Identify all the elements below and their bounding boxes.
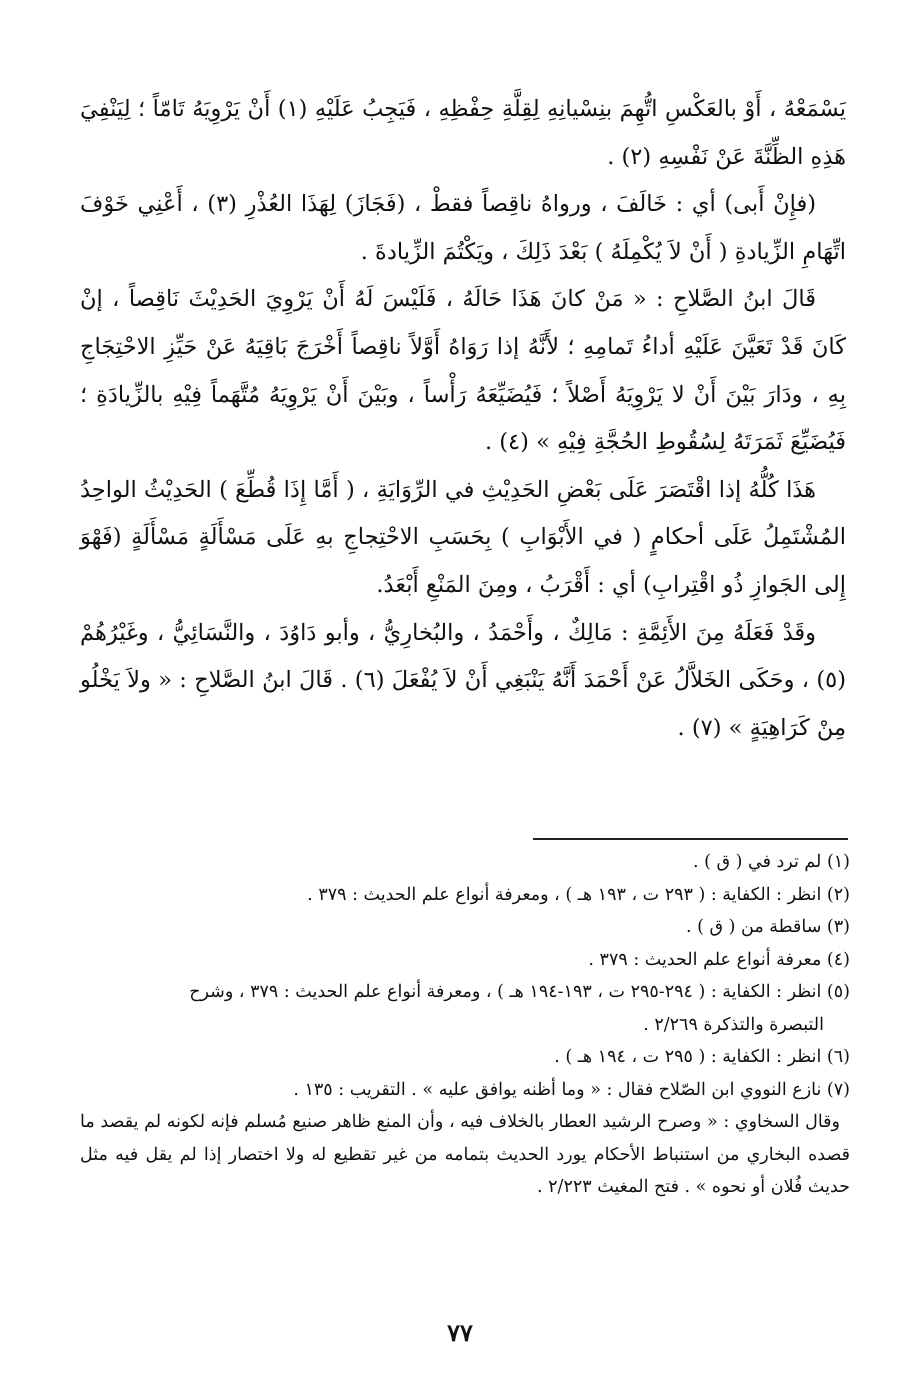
footnote: (١) لم ترد في ( ق ) .: [692, 852, 850, 872]
paragraph: (فإِنْ أَبى) أي : خَالَفَ ، ورواهُ ناقِصاً فقطْ ، (فَجَازَ) لِهَذَا العُذْرِ (٣) ، أَعْنِي خَوْفَ اتِّهَامِ الزِّيادةِ ( أَنْ لاَ يُكْمِلَهُ ) بَعْدَ ذَلِكَ ، ويَكْتُمَ الزِّيادةَ .: [80, 191, 846, 265]
paragraph: يَسْمَعْهُ ، أَوْ بالعَكْسِ اتُّهِمَ بنِسْيانِهِ لِقِلَّةِ حِفْظِهِ ، فَيَجِبُ عَلَيْهِ (١) أَنْ يَرْوِيَهُ تَامّاً ؛ لِيَنْفِيَ هَذِهِ الظِّنَّةَ عَنْ نَفْسِهِ (٢) .: [80, 96, 846, 170]
paragraph: وقَدْ فَعَلَهُ مِنَ الأَئِمَّةِ : مَالِكٌ ، وأَحْمَدُ ، والبُخارِيُّ ، وأبو دَاوُدَ ، والنَّسَائِيُّ ، وغَيْرُهُمْ (٥) ، وحَكَى الخَلاَّلُ عَنْ أَحْمَدَ أَنَّهُ يَنْبَغِي أَنْ لاَ يُفْعَلَ (٦) . قَالَ ابنُ الصَّلاحِ : « ولاَ يَخْلُو مِنْ كَرَاهِيَةٍ » (٧) .: [80, 619, 846, 741]
footnote-continuation: وقال السخاوي : « وصرح الرشيد العطار بالخلاف فيه ، وأن المنع ظاهر صنيع مُسلم فإنه لكونه لم يقصد ما قصده البخاري من استنباط الأحكام يورد الحديث بتمامه من غير تقطيع له ولا اختصار إذا لم يقل فيه مثل حديث فُلان أو نحوه » . فتح المغيث ٢/٢٢٣ .: [80, 1112, 850, 1197]
footnote: (٢) انظر : الكفاية : ( ٢٩٣ ت ، ١٩٣ هـ ) ، ومعرفة أنواع علم الحديث : ٣٧٩ .: [307, 884, 850, 905]
footnote-divider: [533, 838, 848, 840]
main-text: [80, 86, 846, 752]
paragraph: هَذَا كُلُّهُ إذا اقْتَصَرَ عَلَى بَعْضِ الحَدِيْثِ في الرِّوَايَةِ ، ( أَمَّا إِذَا قُطِّعَ ) الحَدِيْثُ الواحِدُ المُشْتَمِلُ عَلَى أحكامٍ ( في الأَبْوَابِ ) بِحَسَبِ الاحْتِجاجِ بهِ عَلَى مَسْأَلَةٍ مَسْأَلَةٍ (فَهْوَ إِلى الجَوازِ ذُو اقْتِرابِ) أي : أَقْرَبُ ، ومِنَ المَنْعِ أَبْعَدُ.: [80, 476, 846, 598]
footnotes: [80, 846, 850, 1204]
footnote: (٤) معرفة أنواع علم الحديث : ٣٧٩ .: [588, 949, 850, 970]
footnote-continuation: التبصرة والتذكرة ٢/٢٦٩ .: [643, 1014, 824, 1035]
footnote: (٧) نازع النووي ابن الصّلاح فقال : « وما أظنه يوافق عليه » . التقريب : ١٣٥ .: [293, 1079, 850, 1100]
page-number: ٧٧: [447, 1318, 473, 1347]
footnote: (٣) ساقطة من ( ق ) .: [685, 917, 850, 937]
footnote: (٥) انظر : الكفاية : ( ٢٩٤-٢٩٥ ت ، ١٩٣-١٩٤ هـ ) ، ومعرفة أنواع علم الحديث : ٣٧٩ ، وشرح: [189, 982, 850, 1002]
paragraph: قَالَ ابنُ الصَّلاحِ : « مَنْ كانَ هَذَا حَالَهُ ، فَلَيْسَ لَهُ أَنْ يَرْوِيَ الحَدِيْثَ نَاقِصاً ، إنْ كَانَ قَدْ تَعَيَّنَ عَلَيْهِ أداءُ تَمامِهِ ؛ لأَنَّهُ إذا رَوَاهُ أَوَّلاً ناقِصاً أَخْرَجَ بَاقِيَهُ عَنْ حَيِّزِ الاحْتِجَاجِ بِهِ ، ودَارَ بَيْنَ أَنْ لا يَرْوِيَهُ أَصْلاً ؛ فَيُضَيِّعَهُ رَأْساً ، وبَيْنَ أَنْ يَرْوِيَهُ مُتَّهَماً فِيْهِ بالزِّيادَةِ ؛ فَيُضَيِّعَ ثَمَرَتَهُ لِسُقُوطِ الحُجَّةِ فِيْهِ » (٤) .: [80, 286, 846, 456]
footnote: (٦) انظر : الكفاية : ( ٢٩٥ ت ، ١٩٤ هـ ) .: [554, 1047, 850, 1067]
